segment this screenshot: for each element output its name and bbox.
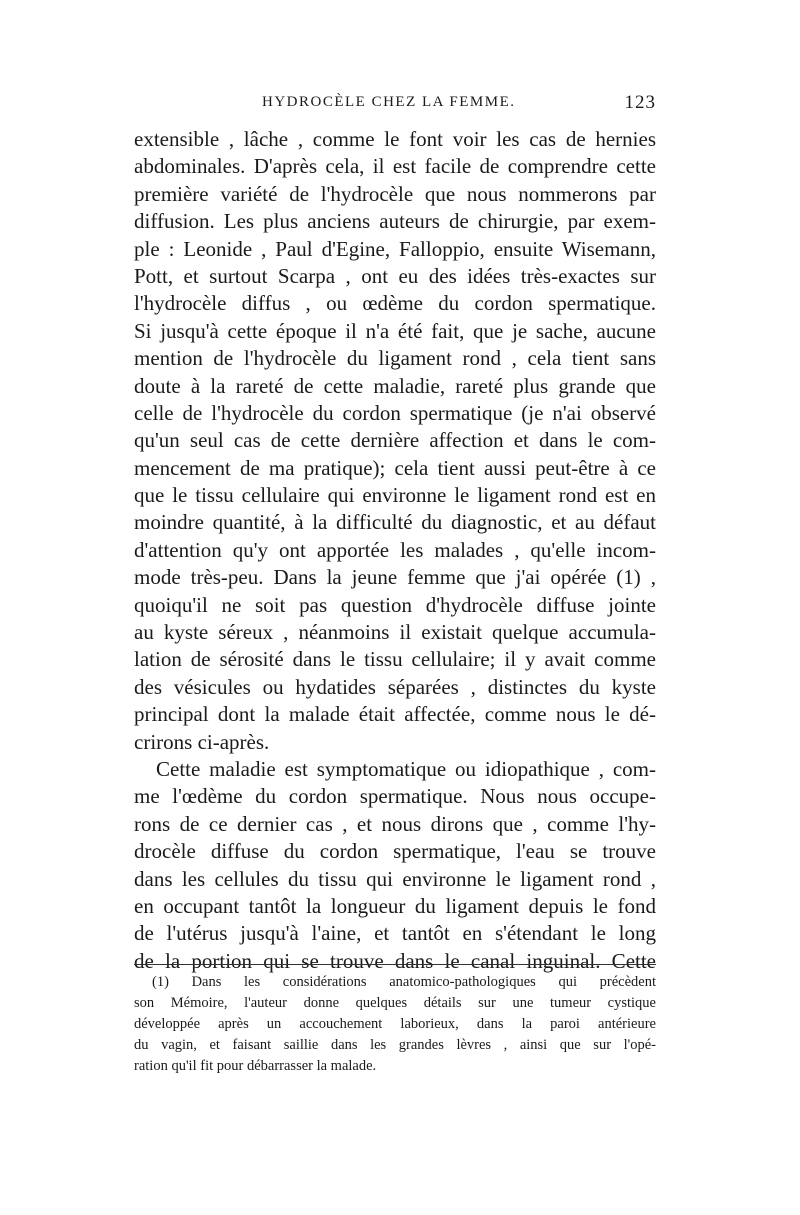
page-number: 123 [624, 92, 656, 113]
text-line: moindre quantité, à la difficulté du diagnostic, et au défaut [134, 510, 656, 535]
text-line: abdominales. D'après cela, il est facile de comprendre cette [134, 154, 656, 179]
text-line: mode très-peu. Dans la jeune femme que j'ai opérée (1) , [134, 565, 656, 590]
text-line: que le tissu cellulaire qui environne le ligament rond est en [134, 483, 656, 508]
text-line: au kyste séreux , néanmoins il existait quelque accumula- [134, 620, 656, 645]
footnote-line: (1) Dans les considérations anatomico-pathologiques qui précèdent [152, 974, 656, 990]
text-line: de la portion qui se trouve dans le canal inguinal. Cette [134, 948, 656, 973]
text-line: Si jusqu'à cette époque il n'a été fait, que je sache, aucune [134, 318, 656, 343]
text-line: Cette maladie est symptomatique ou idiopathique , com- [156, 756, 656, 781]
text-line: rons de ce dernier cas , et nous dirons que , comme l'hy- [134, 811, 656, 836]
text-line: d'attention qu'y ont apportée les malades , qu'elle incom- [134, 537, 656, 562]
text-line: en occupant tantôt la longueur du ligament depuis le fond [134, 893, 656, 918]
footnote-separator [134, 964, 656, 965]
text-line: Pott, et surtout Scarpa , ont eu des idées très-exactes sur [134, 263, 656, 288]
text-line: doute à la rareté de cette maladie, rareté plus grande que [134, 373, 656, 398]
text-line: crirons ci-après. [134, 729, 270, 754]
text-line: quoiqu'il ne soit pas question d'hydrocèle diffuse jointe [134, 592, 656, 617]
text-line: extensible , lâche , comme le font voir les cas de hernies [134, 127, 656, 151]
text-line: celle de l'hydrocèle du cordon spermatique (je n'ai observé [134, 400, 656, 425]
text-line: mention de l'hydrocèle du ligament rond , cela tient sans [134, 346, 656, 371]
footnote-line: du vagin, et faisant saillie dans les grandes lèvres , ainsi que sur l'opé- [134, 1037, 656, 1053]
text-line: ple : Leonide , Paul d'Egine, Falloppio, ensuite Wisemann, [134, 236, 656, 261]
running-head: HYDROCÈLE CHEZ LA FEMME. [262, 94, 516, 110]
footnote-line: ration qu'il fit pour débarrasser la malade. [134, 1058, 377, 1074]
page-header [136, 92, 656, 122]
text-line: lation de sérosité dans le tissu cellulaire; il y avait comme [134, 647, 656, 672]
text-line: première variété de l'hydrocèle que nous nommerons par [134, 181, 656, 206]
footnote-line: développée après un accouchement laborieux, dans la paroi antérieure [134, 1016, 656, 1032]
text-line: l'hydrocèle diffus , ou œdème du cordon spermatique. [134, 291, 656, 316]
text-line: me l'œdème du cordon spermatique. Nous nous occupe- [134, 784, 656, 809]
text-line: de l'utérus jusqu'à l'aine, et tantôt en s'étendant le long [134, 921, 656, 946]
text-line: des vésicules ou hydatides séparées , distinctes du kyste [134, 674, 656, 699]
text-line: drocèle diffuse du cordon spermatique, l'eau se trouve [134, 839, 656, 864]
text-line: principal dont la malade était affectée, comme nous le dé- [134, 702, 656, 727]
footnote-line: son Mémoire, l'auteur donne quelques détails sur une tumeur cystique [134, 995, 656, 1011]
text-line: mencement de ma pratique); cela tient aussi peut-être à ce [134, 455, 656, 480]
body-text [134, 126, 656, 975]
text-line: diffusion. Les plus anciens auteurs de chirurgie, par exem- [134, 209, 656, 234]
footnotes [134, 972, 656, 1077]
text-line: dans les cellules du tissu qui environne le ligament rond , [134, 866, 656, 891]
text-line: qu'un seul cas de cette dernière affection et dans le com- [134, 428, 656, 453]
